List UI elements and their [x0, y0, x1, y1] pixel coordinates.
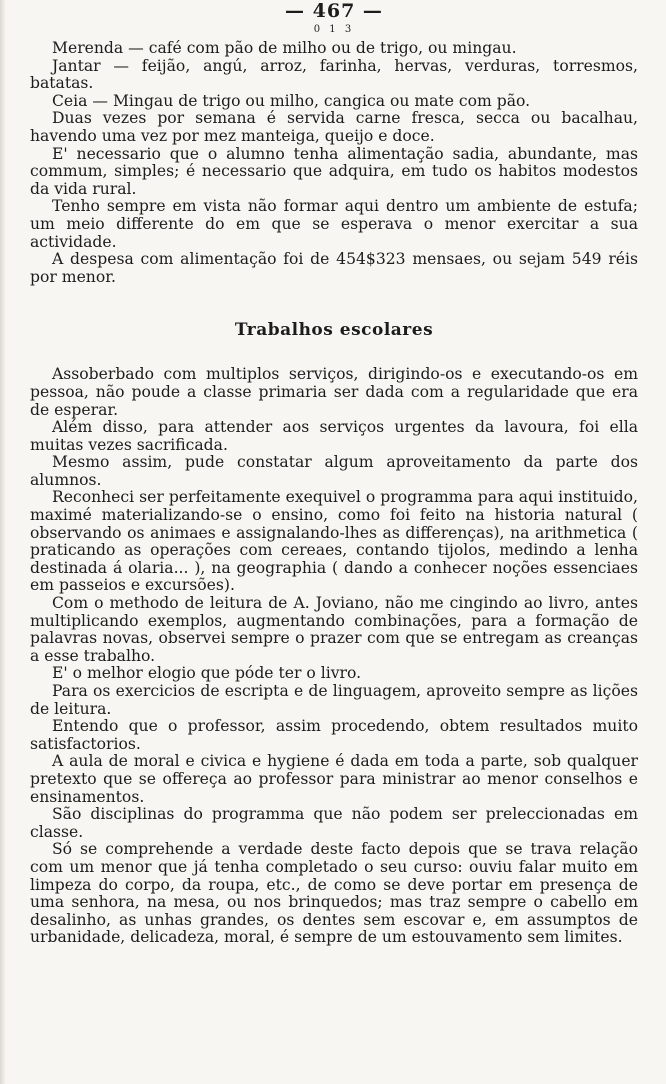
paragraph-comprehende: Só se comprehende a verdade deste facto depois que se trava relação com um menor que já tenha completado o seu curso: ouviu falar muito em limpeza do corpo, da roupa, etc., de como se deve portar em presença de uma senhora, na mesa, ou nos brinquedos; mas traz sempre o cabello em desalinho, as unhas grandes, os dentes sem escovar e, em assumptos de urbanidade, delicadeza, moral, é sempre de um estouvamento sem limites.: [30, 840, 638, 947]
paragraph-jantar: Jantar — feijão, angú, arroz, farinha, hervas, verduras, torresmos, batatas.: [30, 56, 638, 93]
paragraph-mesmo-assim: Mesmo assim, pude constatar algum aproveitamento da parte dos alumnos.: [30, 453, 638, 489]
paragraph-estufa: Tenho sempre em vista não formar aqui dentro um ambiente de estufa; um meio differente do em que se esperava o menor exercitar a sua actividade.: [30, 197, 638, 251]
paragraph-merenda: Merenda — café com pão de milho ou de trigo, ou mingau.: [52, 39, 517, 57]
section-title: Trabalhos escolares: [234, 320, 434, 341]
paragraph-entendo: Entendo que o professor, assim procedendo, obtem resultados muito satisfactorios.: [30, 717, 638, 753]
paragraph-assoberbado: Assoberbado com multiplos serviços, dirigindo-os e executando-os em pessoa, não poude a classe primaria ser dada com a regularidade que era de esperar.: [30, 365, 638, 419]
paragraph-alimentacao: E' necessario que o alumno tenha alimentação sadia, abundante, mas commum, simples; é necessario que adquira, em tudo os habitos modestos da vida rural.: [30, 144, 638, 198]
scan-edge-shadow: [0, 0, 6, 1084]
paragraph-carne: Duas vezes por semana é servida carne fresca, secca ou bacalhau, havendo uma vez por mez manteiga, queijo e doce.: [30, 109, 638, 145]
paragraph-reconheci: Reconheci ser perfeitamente exequivel o programma para aqui instituido, maximé materializando-se o ensino, como foi feito na historia natural ( observando os animaes e assignalando-lhes as differenças), na arithmetica ( praticando as operações com cereaes, contando tijolos, medindo a lenha destinada á olaria... ), na geographia ( dando a conhecer noções essenciaes em passeios e excursões).: [30, 488, 638, 595]
paragraph-elogio: E' o melhor elogio que póde ter o livro.: [52, 664, 362, 683]
page-number: — 467 —: [285, 0, 383, 22]
paragraph-ceia: Ceia — Mingau de trigo ou milho, cangica ou mate com pão.: [52, 91, 531, 110]
paragraph-alem-disso: Além disso, para attender aos serviços urgentes da lavoura, foi ella muitas vezes sacrificada.: [30, 418, 638, 454]
paragraph-exercicios: Para os exercicios de escripta e de linguagem, aproveito sempre as lições de leitura.: [30, 682, 638, 718]
paragraph-aula-moral: A aula de moral e civica e hygiene é dada em toda a parte, sob qualquer pretexto que se offereça ao professor para ministrar ao menor conselhos e ensinamentos.: [30, 752, 638, 806]
bottom-paragraphs: [30, 366, 638, 947]
page-mark: 0 1 3: [313, 24, 355, 35]
paragraph-disciplinas: São disciplinas do programma que não podem ser preleccionadas em classe.: [30, 805, 638, 841]
paragraph-despesa: A despesa com alimentação foi de 454$323 mensaes, ou sejam 549 réis por menor.: [30, 250, 638, 286]
paragraph-methodo-leitura: Com o methodo de leitura de A. Joviano, não me cingindo ao livro, antes multiplicando exemplos, augmentando combinações, para a formação de palavras novas, observei sempre o prazer com que se entregam as creanças a esse trabalho.: [30, 594, 638, 665]
top-paragraphs: [30, 40, 638, 286]
